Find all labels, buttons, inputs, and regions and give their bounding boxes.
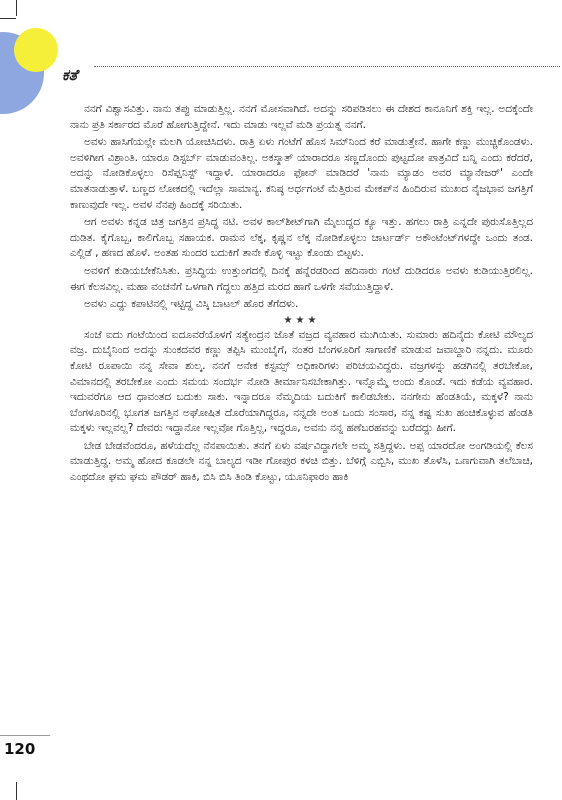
paragraph: ಸಂಜೆ ಐದು ಗಂಟೆಯಿಂದ ಐದೂವರೆಯೊಳಗೆ ಸತ್ಯೇಂದ್ರನ ಜೊತೆ ವಜ್ರದ ವ್ಯವಹಾರ ಮುಗಿಯಿತು. ಸುಮಾರು ಹದಿನೈದು ಕೋಟಿ ಮೌಲ್ಯದ ವಜ್ರ. ದುಬೈನಿಂದ ಅದನ್ನು ಸುಂಕದವರ ಕಣ್ಣು ತಪ್ಪಿಸಿ ಮುಂಬೈಗೆ, ನಂತರ ಬೆಂಗಳೂರಿಗೆ ಸಾಗಾಣಿಕೆ ಮಾಡುವ ಜವಾಬ್ದಾರಿ ನನ್ನದು. ಮೂರು ಕೋಟಿ ರೂಪಾಯಿ ನನ್ನ ಸೇವಾ ಶುಲ್ಕ. ನನಗೆ ಅನೇಕ ಕಸ್ಟಮ್ಸ್ ಅಧಿಕಾರಿಗಳು ಪರಿಚಯವಿದ್ದರು. ವಜ್ರಗಳನ್ನು ಹಡಗಿನಲ್ಲಿ ತರಬೇಕೋ, ವಿಮಾನದಲ್ಲಿ ತರಬೇಕೋ ಎಂದು ಸಮಯ ಸಂದರ್ಭ ನೋಡಿ ತೀರ್ಮಾನಿಸಬೇಕಾಗಿತ್ತು. ಇನ್ನೊಮ್ಮೆ ಅಂದು ಕೊಂಡೆ. ಇದು ಕಡೆಯ ವ್ಯವಹಾರ. ಇದುವರೆಗೂ ಆದ ಧಾವಂತದ ಬದುಕು ಸಾಕು. ಇನ್ನಾದರೂ ನೆಮ್ಮದಿಯ ಬದುಕಿಗೆ ಕಾಲಿಡಬೇಕು. ನನಗೇನು ಹೆಂಡತಿಯೆ, ಮಕ್ಕಳೆ? ನಾನು ಬೆಂಗಳೂರಿನಲ್ಲಿ ಭೂಗತ ಜಗತ್ತಿನ ಅಘೋಷಿತ ದೊರೆಯಾಗಿದ್ದರೂ, ನನ್ನದೇ ಅಂತ ಒಂದು ಸಂಸಾರ, ನನ್ನ ಕಷ್ಟ ಸುಖ ಹಂಚಿಕೊಳ್ಳುವ ಹೆಂಡತಿ ಮಕ್ಕಳು ಇಲ್ಲವಲ್ಲ? ದೇವರು ಇದ್ದಾನೋ ಇಲ್ಲವೋ ಗೊತ್ತಿಲ್ಲ, ಇದ್ದರೂ, ಅವನು ನನ್ನ ಹಣೆಬರಹವನ್ನು ಬರೆದದ್ದು ಹೀಗೆ. — [70, 328, 533, 435]
page-number: 120 — [4, 740, 36, 758]
crop-mark-bottom — [0, 782, 17, 800]
crop-mark-top — [0, 0, 17, 16]
paragraph: ಅವಳು ಎದ್ದು ಕಪಾಟಿನಲ್ಲಿ ಇಟ್ಟಿದ್ದ ವಿಸ್ಕಿ ಬಾಟಲ್ ಹೊರ ತೆಗೆದಳು. — [84, 298, 299, 311]
paragraph: ನನಗೆ ವಿಶ್ವಾಸವಿತ್ತು. ನಾನು ತಪ್ಪು ಮಾಡುತ್ತಿಲ್ಲ. ನನಗೆ ಮೋಸವಾಗಿದೆ. ಅದನ್ನು ಸರಿಪಡಿಸಲು ಈ ದೇಶದ ಕಾನೂನಿಗೆ ಶಕ್ತಿ ಇಲ್ಲ. ಅದಕ್ಕೆಂದೇ ನಾನು ಪ್ರತಿ ಸರ್ಕಾರದ ಮೊರೆ ಹೋಗುತ್ತಿದ್ದೇನೆ. ಇದು ಮಾಡು ಇಲ್ಲವೆ ಮಡಿ ಪ್ರಯತ್ನ ನನಗೆ. — [70, 103, 533, 131]
header-dotted-rule — [94, 66, 560, 67]
paragraph: ಆಗ ಅವಳು ಕನ್ನಡ ಚಿತ್ರ ಜಗತ್ತಿನ ಪ್ರಸಿದ್ಧ ನಟಿ. ಅವಳ ಕಾಲ್‌ಶೀಟ್‌ಗಾಗಿ ಮೈಲುದ್ದದ ಕ್ಯೂ ಇತ್ತು. ಹಗಲು ರಾತ್ರಿ ಎನ್ನದೇ ಪುರುಸೊತ್ತಿಲ್ಲದ ದುಡಿತ. ಕೈಗೊಬ್ಬ, ಕಾಲಿಗೊಬ್ಬ ಸಹಾಯಕ. ರಾಮನ ಲೆಕ್ಕ, ಕೃಷ್ಣನ ಲೆಕ್ಕ ನೋಡಿಕೊಳ್ಳಲು ಚಾರ್ಟರ್ಡ್ ಅಕೌಂಟೆಂಟ್‌ಗಳದ್ದೇ ಒಂದು ತಂಡ. ಎಲ್ಲಿಡೆ , ಹಣದ ಹೊಳೆ. ಅಂತಹ ಸುಂದರ ಬದುಕಿಗೆ ತಾನೇ ಕೊಳ್ಳಿ ಇಟ್ಟು ಕೊಂಡು ಬಿಟ್ಟಳು. — [70, 216, 533, 260]
crop-mark-side — [0, 18, 16, 19]
decorative-yellow-circle — [14, 28, 58, 72]
paragraph: ಅವಳು ಹಾಸಿಗೆಯಲ್ಲೇ ಮಲಗಿ ಯೋಚಿಸಿದಳು. ರಾತ್ರಿ ಏಳು ಗಂಟೆಗೆ ಹೊಸ ಸಿಮ್‌ನಿಂದ ಕರೆ ಮಾಡುತ್ತೇನೆ. ಹಾಗೇ ಕಣ್ಣು ಮುಚ್ಚಿಕೊಂಡಳು. ಅವಳಿಗೀಗ ವಿಶ್ರಾಂತಿ. ಯಾರೂ ಡಿಸ್ಟರ್ಬ್ ಮಾಡುವಂತಿಲ್ಲ. ಅಕಸ್ಮಾತ್ ಯಾರಾದರೂ ಸಣ್ಣದೊಂದು ಪುಟ್ಟದೋ ಪಾತ್ರವಿದೆ ಬನ್ನಿ ಎಂದು ಕರೆದರೆ, ಅದನ್ನು ನೋಡಿಕೊಳ್ಳಲು ರಿಸೆಪ್ಷನಿಸ್ಟ್ ಇದ್ದಾಳೆ. ಯಾರಾದರೂ ಫೋನ್ ಮಾಡಿದರೆ 'ನಾನು ಮ್ಯಾಡಂ ಅವರ ಮ್ಯಾನೇಜರ್' ಎಂದೇ ಮಾತನಾಡುತ್ತಾಳೆ. ಬಣ್ಣದ ಲೋಕದಲ್ಲಿ ಇದೆಲ್ಲಾ ಸಾಮಾನ್ಯ. ಕನಿಷ್ಠ ಅರ್ಧಗಂಟೆ ಮೆತ್ತಿರುವ ಮೇಕಪ್‌ನ ಹಿಂದಿರುವ ಮುಖದ ನೈಜಭಾವ ಜಗತ್ತಿಗೆ ಕಾಣುವುದೇ ಇಲ್ಲ. ಅವಳ ನೆನಪು ಹಿಂದಕ್ಕೆ ಸರಿಯಿತು. — [70, 136, 533, 211]
story-body — [70, 102, 533, 488]
section-title: ಕತೆ — [62, 66, 78, 84]
paragraph: ಬೇಡ ಬೇಡವೆಂದರೂ, ಹಳೆಯದೆಲ್ಲ ನೆನಪಾಯಿತು. ತನಗೆ ಏಳು ವರ್ಷವಿದ್ದಾಗಲೇ ಅಮ್ಮ ಸತ್ತಿದ್ದಳು. ಅಪ್ಪ ಯಾರದೋ ಅಂಗಡಿಯಲ್ಲಿ ಕೆಲಸ ಮಾಡುತ್ತಿದ್ದ. ಅಮ್ಮ ಹೋದ ಕೂಡಲೇ ನನ್ನ ಬಾಲ್ಯದ ಇಡೀ ಗೋಪುರ ಕಳಚಿ ಬಿತ್ತು. ಬೆಳಿಗ್ಗೆ ಎಬ್ಬಿಸಿ, ಮುಖ ತೊಳೆಸಿ, ಒಣಗುವಾಗಿ ತಲೆಬಾಚಿ, ಎಂಥದೋ ಘಮ ಘಮ ಪೌಡರ್ ಹಾಕಿ, ಬಿಸಿ ಬಿಸಿ ತಿಂಡಿ ಕೊಟ್ಟು, ಯೂನಿಫಾರಂ ಹಾಕಿ — [70, 439, 533, 484]
paragraph: ಅವಳಿಗೆ ಕುಡಿಯಬೇಕೆನಿಸಿತು. ಪ್ರಸಿದ್ಧಿಯ ಉತ್ತುಂಗದಲ್ಲಿ ದಿನಕ್ಕೆ ಹನ್ನೆರಡರಿಂದ ಹದಿನಾರು ಗಂಟೆ ದುಡಿದರೂ ಅವಳು ಕುಡಿಯುತ್ತಿರಲಿಲ್ಲ. ಈಗ ಕೆಲಸವಿಲ್ಲ. ಮಹಾ ವಂಚನೆಗೆ ಒಳಗಾಗಿ ಗೆದ್ದಲು ಹತ್ತಿದ ಮರದ ಹಾಗೆ ಒಳಗೇ ಸವೆಯುತ್ತಿದ್ದಾಳೆ. — [70, 264, 533, 293]
section-separator: ★★★ — [283, 314, 320, 326]
page-number-rule — [0, 735, 50, 736]
